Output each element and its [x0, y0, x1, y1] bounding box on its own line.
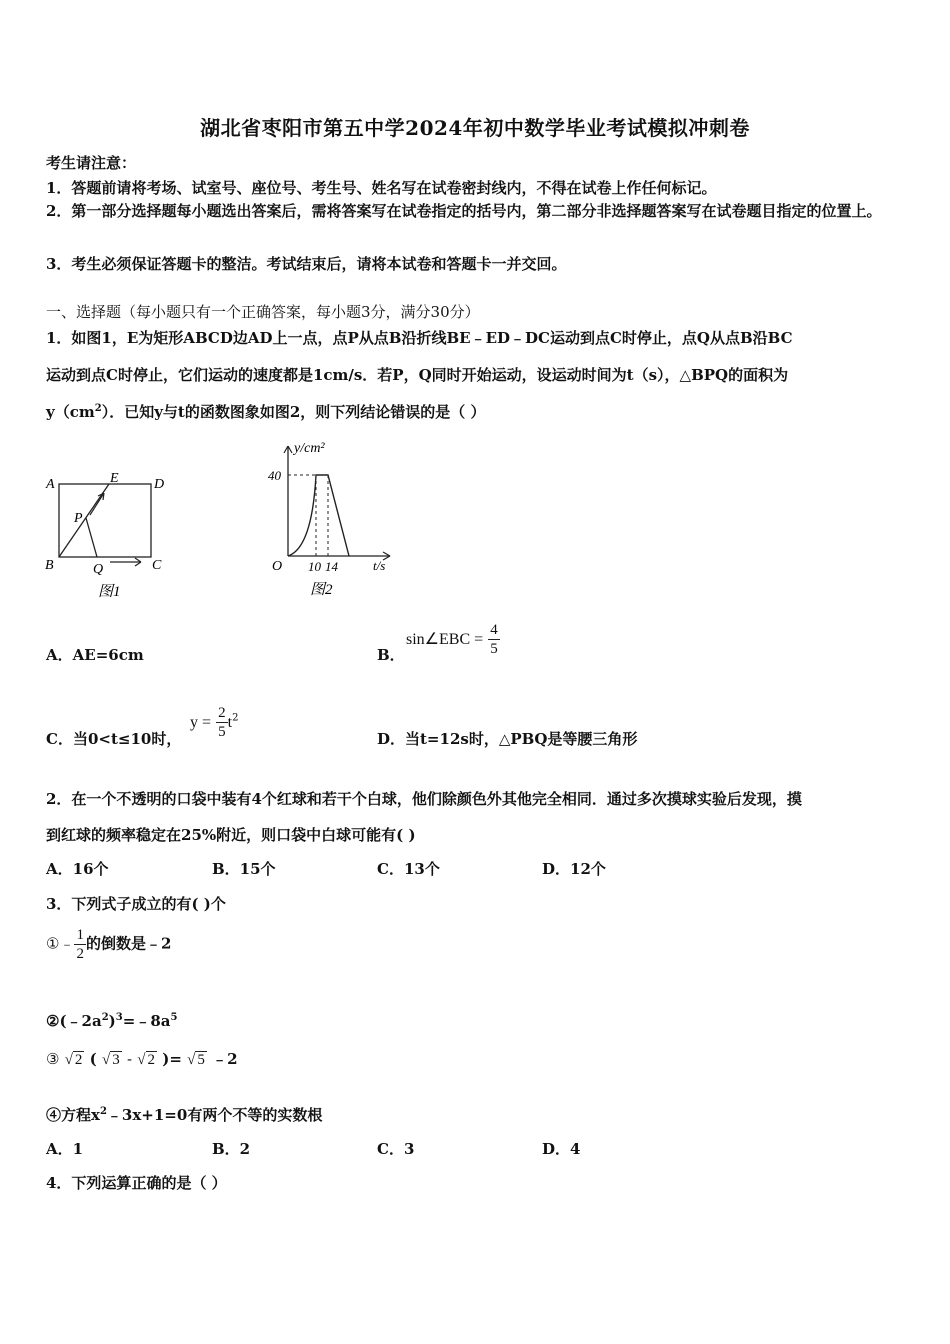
q2-line-2: 到红球的频率稳定在25%附近，则口袋中白球可能有( )	[46, 826, 416, 844]
segment-be	[59, 484, 109, 557]
label-b: B	[45, 558, 54, 573]
label-c: C	[152, 558, 162, 573]
q3-s2-b: )	[108, 1012, 116, 1030]
q3-statement-1	[46, 926, 171, 963]
q3-s3-rad-2: 3	[112, 1052, 120, 1068]
label-a: A	[46, 477, 55, 492]
q2-option-b: B．15个	[212, 860, 276, 878]
q3-s2-c: =﹣8a	[122, 1012, 171, 1030]
figure-2-caption: 图2	[310, 582, 333, 598]
q3-option-d: D．4	[542, 1140, 581, 1158]
origin-label: O	[272, 559, 283, 574]
q1-option-c-label: C．当0<t≤10时，	[46, 730, 182, 748]
q1-option-c-sup: 2	[232, 712, 239, 724]
tick-y-40: 40	[268, 468, 281, 483]
q3-statement-4	[46, 1104, 322, 1125]
q3-s1-fraction	[74, 926, 86, 963]
label-p: P	[74, 511, 83, 526]
label-d: D	[154, 477, 165, 492]
q3-s3-open: (	[89, 1050, 97, 1068]
q1-line-3b: ）．已知y与t的函数图象如图2，则下列结论错误的是（ ）	[101, 403, 486, 421]
tick-t-10: 10	[308, 559, 321, 574]
q3-s3-rad-1: 2	[74, 1052, 83, 1068]
q3-statement-2	[46, 1010, 177, 1031]
q1-option-a: A．AE=6cm	[46, 646, 144, 664]
label-q: Q	[93, 562, 104, 577]
q1-option-c-expr	[190, 704, 238, 741]
notice-item-2: 2．第一部分选择题每小题选出答案后，需将答案写在试卷指定的括号内，第二部分非选择题答案写在试卷题目指定的位置上。	[46, 202, 882, 220]
function-curve	[288, 475, 349, 556]
q3-s4-a: ④方程x	[46, 1106, 100, 1124]
q3-s2-sup2: 3	[115, 1012, 123, 1023]
q3-s2-a: ②(﹣2a	[46, 1012, 102, 1030]
q3-statement-3	[46, 1048, 238, 1069]
q2-option-a: A．16个	[46, 860, 109, 878]
q2-option-c: C．13个	[377, 860, 440, 878]
q3-s3-minus: -	[126, 1050, 133, 1068]
q1-option-c-den: 5	[218, 724, 226, 740]
q3-s2-sup1: 2	[101, 1012, 109, 1023]
q1-option-b-den: 5	[490, 641, 498, 657]
q3-option-a: A．1	[46, 1140, 84, 1158]
notice-item-1: 1．答题前请将考场、试室号、座位号、考生号、姓名写在试卷密封线内，不得在试卷上作任何标记。	[46, 179, 717, 197]
section-heading: 一、选择题（每小题只有一个正确答案，每小题3分，满分30分）	[46, 303, 480, 321]
q3-option-c: C．3	[377, 1140, 415, 1158]
figure-1	[40, 465, 180, 605]
notice-heading: 考生请注意：	[46, 154, 137, 172]
q1-option-b-text: sin∠EBC =	[406, 631, 484, 648]
arrow-p-shaft	[90, 493, 104, 515]
q4-stem: 4．下列运算正确的是（ ）	[46, 1174, 227, 1192]
q1-line-3	[46, 401, 486, 422]
q1-option-c-text: y =	[190, 714, 212, 731]
q1-option-c-num: 2	[218, 705, 226, 721]
q3-s3-sqrt-1: √ 2	[64, 1052, 83, 1068]
figure-1-caption: 图1	[98, 584, 121, 600]
q3-s4-b: ﹣3x+1=0有两个不等的实数根	[106, 1106, 323, 1124]
page-title: 湖北省枣阳市第五中学2024年初中数学毕业考试模拟冲刺卷	[200, 116, 750, 140]
notice-item-3: 3．考生必须保证答题卡的整洁。考试结束后，请将本试卷和答题卡一并交回。	[46, 255, 567, 273]
q2-line-1: 2．在一个不透明的口袋中装有4个红球和若干个白球，他们除颜色外其他完全相同．通过多次摸球实验后发现，摸	[46, 790, 802, 808]
tick-t-14: 14	[325, 559, 338, 574]
q1-option-b-num: 4	[490, 622, 498, 638]
q1-option-b-expr	[406, 621, 500, 658]
q3-s3-tail: ﹣2	[212, 1050, 238, 1068]
q3-s3-rad-3: 2	[147, 1052, 156, 1068]
q3-s1-num: 1	[76, 927, 84, 943]
q1-line-2: 运动到点C时停止，它们运动的速度都是1cm/s．若P，Q同时开始运动，设运动时间为t（s），△BPQ的面积为	[46, 366, 789, 384]
q3-s4-sup: 2	[99, 1106, 107, 1117]
x-axis-label: t/s	[373, 558, 386, 573]
q3-s3-sqrt-4: √ 5	[187, 1052, 205, 1068]
q3-s2-sup3: 5	[170, 1012, 178, 1023]
y-axis-label: y/cm²	[294, 441, 325, 456]
rectangle-abcd	[59, 484, 151, 557]
q3-s1-prefix: ①﹣	[46, 934, 75, 953]
q1-option-c-fraction	[216, 704, 228, 741]
segment-pq	[86, 518, 97, 557]
q3-s1-den: 2	[76, 946, 84, 962]
q1-option-d: D．当t=12s时，△PBQ是等腰三角形	[377, 730, 638, 748]
q3-s3-prefix: ③	[46, 1050, 60, 1068]
q3-s3-rad-4: 5	[197, 1052, 205, 1068]
label-e: E	[110, 471, 119, 486]
q3-s3-close: )=	[162, 1050, 182, 1068]
q3-s3-sqrt-2: √ 3	[102, 1052, 120, 1068]
q3-stem: 3．下列式子成立的有( )个	[46, 895, 226, 913]
q1-option-c-tail: t	[227, 714, 233, 731]
q3-s3-sqrt-3: √ 2	[137, 1052, 156, 1068]
q1-line-3a: y（cm	[46, 403, 95, 421]
q1-line-1: 1．如图1，E为矩形ABCD边AD上一点，点P从点B沿折线BE﹣ED﹣DC运动到点C时停止，点Q从点B沿BC	[46, 329, 793, 347]
q1-line-3-sup: 2	[94, 403, 102, 414]
q1-option-b-fraction	[488, 621, 500, 658]
figure-2	[262, 436, 412, 606]
q1-option-b-label: B．	[377, 646, 405, 664]
q3-s1-suffix: 的倒数是﹣2	[85, 934, 172, 953]
q2-option-d: D．12个	[542, 860, 606, 878]
q3-option-b: B．2	[212, 1140, 251, 1158]
